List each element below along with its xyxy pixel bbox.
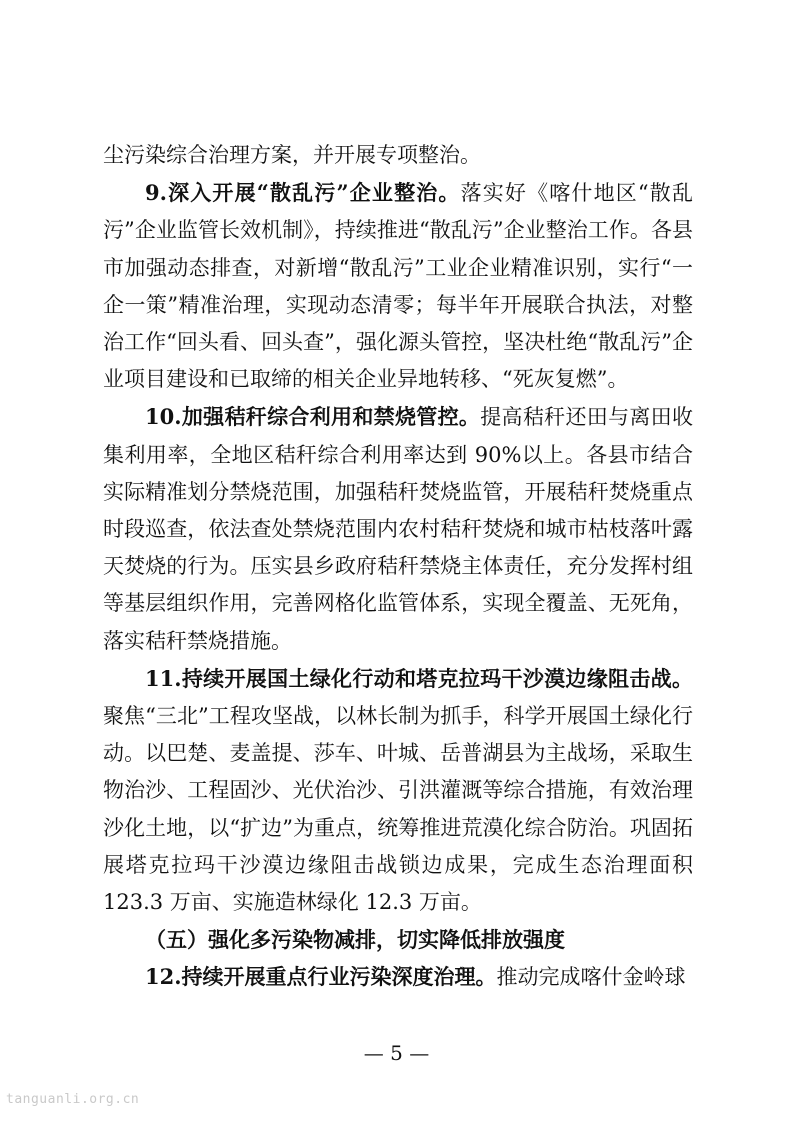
paragraph-item-9 bbox=[103, 174, 693, 398]
paragraph-text: 尘污染综合治理方案，并开展专项整治。 bbox=[103, 143, 481, 167]
paragraph-item-10 bbox=[103, 398, 693, 659]
paragraph-text: 提高秸秆还田与离田收集利用率，全地区秸秆综合利用率达到 90%以上。各县市结合实际精准划分禁烧范围，加强秸秆焚烧监管，开展秸秆焚烧重点时段巡查，依法查处禁烧范围内农村秸秆焚烧和城市枯枝落叶露天焚烧的行为。压实县乡政府秸秆禁烧主体责任，充分发挥村组等基层组织作用，完善网格化监管体系，实现全覆盖、无死角，落实秸秆禁烧措施。 bbox=[103, 405, 693, 653]
page-number: — 5 — bbox=[363, 1041, 430, 1065]
paragraph-text: 推动完成喀什金岭球 bbox=[496, 965, 686, 990]
paragraph-text: 聚焦“三北”工程攻坚战，以林长制为抓手，科学开展国土绿化行动。以巴楚、麦盖提、莎车、叶城、岳普湖县为主战场，采取生物治沙、工程固沙、光伏治沙、引洪灌溉等综合措施，有效治理沙化土地，以“扩边”为重点，统筹推进荒漠化综合防治。巩固拓展塔克拉玛干沙漠边缘阻击战锁边成果，完成生态治理面积 123.3 万亩、实施造林绿化 12.3 万亩。 bbox=[103, 704, 693, 915]
paragraph-lead: 12.持续开展重点行业污染深度治理。 bbox=[145, 964, 497, 990]
document-body bbox=[103, 137, 693, 997]
paragraph-lead: 10.加强秸秆综合利用和禁烧管控。 bbox=[145, 404, 481, 430]
paragraph-lead: 11.持续开展国土绿化行动和塔克拉玛干沙漠边缘阻击战。 bbox=[145, 665, 693, 691]
paragraph-item-11 bbox=[103, 660, 693, 921]
paragraph-continuation bbox=[103, 137, 693, 174]
paragraph-lead: 9.深入开展“散乱污”企业整治。 bbox=[145, 180, 461, 206]
paragraph-item-12 bbox=[103, 958, 693, 996]
paragraph-text: 落实好《喀什地区“散乱污”企业监管长效机制》，持续推进“散乱污”企业整治工作。各县市加强动态排查，对新增“散乱污”工业企业精准识别，实行“一企一策”精准治理，实现动态清零；每半年开展联合执法，对整治工作“回头看、回头查”，强化源头管控，坚决杜绝“散乱污”企业项目建设和已取缔的相关企业异地转移、“死灰复燃”。 bbox=[103, 181, 693, 392]
section-heading: （五）强化多污染物减排，切实降低排放强度 bbox=[145, 927, 565, 953]
watermark-text: tanguanli.org.cn bbox=[6, 1092, 140, 1107]
